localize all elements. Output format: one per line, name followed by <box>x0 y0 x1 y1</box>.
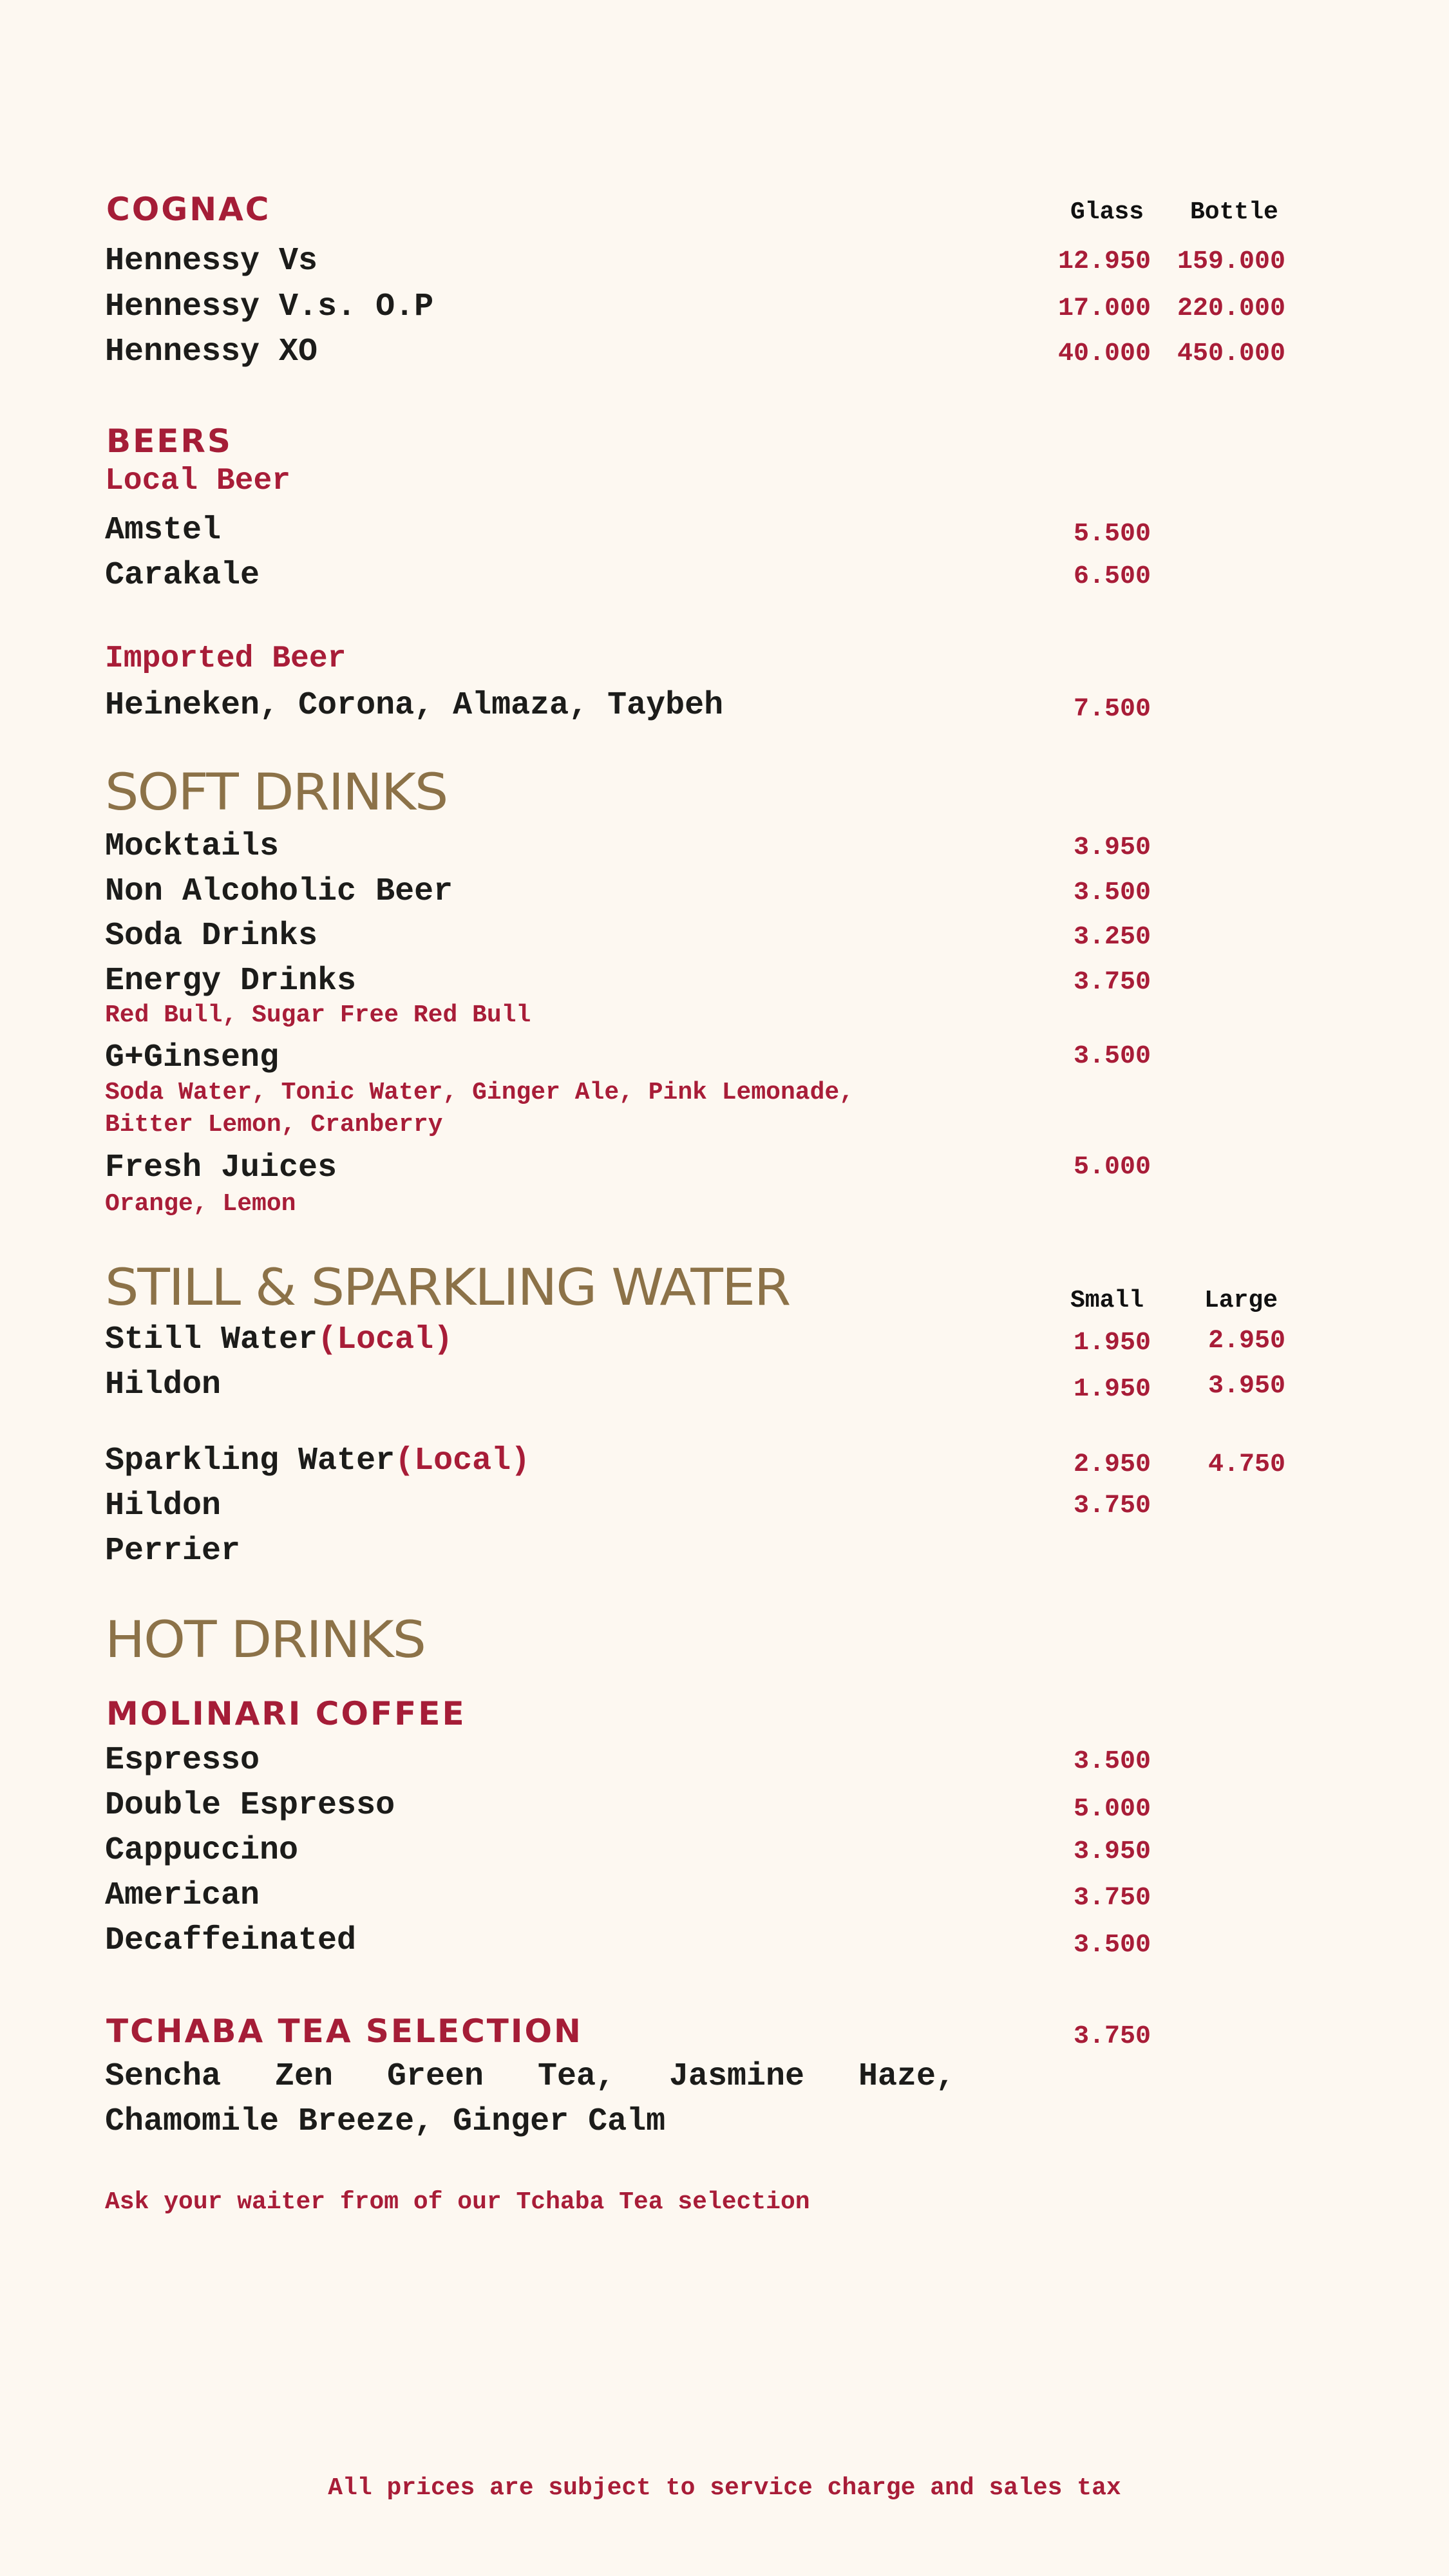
menu-item-name: Hennessy Vs <box>105 243 318 279</box>
footer-note: All prices are subject to service charge and sales tax <box>328 2474 1121 2502</box>
price-small: 3.750 <box>1073 1492 1151 1520</box>
price: 3.750 <box>1073 968 1151 997</box>
item-description: Red Bull, Sugar Free Red Bull <box>105 1001 531 1029</box>
menu-item-name: Espresso <box>105 1742 260 1779</box>
price: 3.950 <box>1073 1837 1151 1866</box>
subsection-title-molinari-coffee: MOLINARI COFFEE <box>106 1695 466 1732</box>
price: 3.750 <box>1073 1884 1151 1913</box>
item-tag: (Local) <box>395 1443 531 1479</box>
menu-item-name: Heineken, Corona, Almaza, Taybeh <box>105 687 724 724</box>
menu-item-name: American <box>105 1877 260 1914</box>
menu-item-name <box>105 1321 453 1358</box>
column-header-small: Small <box>1070 1287 1144 1314</box>
menu-item-name: Soda Drinks <box>105 918 318 954</box>
price-bottle: 159.000 <box>1177 247 1285 276</box>
price: 5.000 <box>1073 1795 1151 1824</box>
item-description: Bitter Lemon, Cranberry <box>105 1111 443 1139</box>
column-header-large: Large <box>1204 1287 1278 1314</box>
price: 3.500 <box>1073 1747 1151 1776</box>
column-header-bottle: Bottle <box>1190 198 1278 226</box>
menu-item-name: Amstel <box>105 512 222 549</box>
subsection-title-tchaba-tea: TCHABA TEA SELECTION <box>106 2012 583 2050</box>
item-description: Orange, Lemon <box>105 1190 296 1218</box>
section-title-soft-drinks: SOFT DRINKS <box>105 764 448 822</box>
price-small: 1.950 <box>1073 1375 1151 1404</box>
price: 6.500 <box>1073 562 1151 591</box>
price: 5.000 <box>1073 1153 1151 1182</box>
menu-item-name: Cappuccino <box>105 1832 299 1869</box>
price: 3.500 <box>1073 878 1151 907</box>
section-title-cognac: COGNAC <box>106 191 271 228</box>
tea-note: Ask your waiter from of our Tchaba Tea selection <box>105 2188 810 2216</box>
column-header-glass: Glass <box>1070 198 1144 226</box>
menu-item-name: Double Espresso <box>105 1787 395 1824</box>
menu-item-name: Hildon <box>105 1488 222 1524</box>
section-title-beers: BEERS <box>106 422 232 460</box>
price-glass: 17.000 <box>1057 294 1151 323</box>
price: 7.500 <box>1073 695 1151 724</box>
section-title-hot-drinks: HOT DRINKS <box>105 1611 425 1669</box>
price: 3.250 <box>1073 923 1151 952</box>
price: 5.500 <box>1073 520 1151 549</box>
price: 3.750 <box>1073 2022 1151 2051</box>
price: 3.500 <box>1073 1931 1151 1960</box>
menu-item-name: Fresh Juices <box>105 1150 337 1186</box>
menu-item-name: Hennessy XO <box>105 334 318 370</box>
price-glass: 12.950 <box>1057 247 1151 276</box>
price-bottle: 450.000 <box>1177 339 1285 368</box>
menu-item-name: Energy Drinks <box>105 963 357 999</box>
price-large: 3.950 <box>1208 1372 1285 1401</box>
item-tag: (Local) <box>317 1321 453 1358</box>
item-name-text: Still Water <box>105 1321 318 1358</box>
menu-item-name: Mocktails <box>105 828 279 865</box>
menu-item-name: Hennessy V.s. O.P <box>105 289 434 325</box>
section-title-water: STILL & SPARKLING WATER <box>105 1259 790 1317</box>
price: 3.500 <box>1073 1042 1151 1071</box>
price: 3.950 <box>1073 833 1151 862</box>
price-bottle: 220.000 <box>1177 294 1285 323</box>
menu-item-name: Hildon <box>105 1367 222 1403</box>
subsection-title-imported-beer: Imported Beer <box>105 641 346 676</box>
price-large: 2.950 <box>1208 1327 1285 1356</box>
price-small: 1.950 <box>1073 1329 1151 1358</box>
menu-item-name: Carakale <box>105 557 260 594</box>
price-glass: 40.000 <box>1057 339 1151 368</box>
item-name-text: Sparkling Water <box>105 1443 395 1479</box>
menu-item-name: G+Ginseng <box>105 1039 279 1076</box>
tea-description: Sencha Zen Green Tea, Jasmine Haze, Chamomile Breeze, Ginger Calm <box>105 2058 955 2140</box>
menu-item-name: Decaffeinated <box>105 1922 357 1959</box>
menu-item-name <box>105 1443 530 1479</box>
price-large: 4.750 <box>1208 1450 1285 1479</box>
item-description: Soda Water, Tonic Water, Ginger Ale, Pink Lemonade, <box>105 1079 854 1106</box>
price-small: 2.950 <box>1073 1450 1151 1479</box>
menu-item-name: Non Alcoholic Beer <box>105 873 453 910</box>
subsection-title-local-beer: Local Beer <box>105 464 291 498</box>
menu-item-name: Perrier <box>105 1533 241 1569</box>
